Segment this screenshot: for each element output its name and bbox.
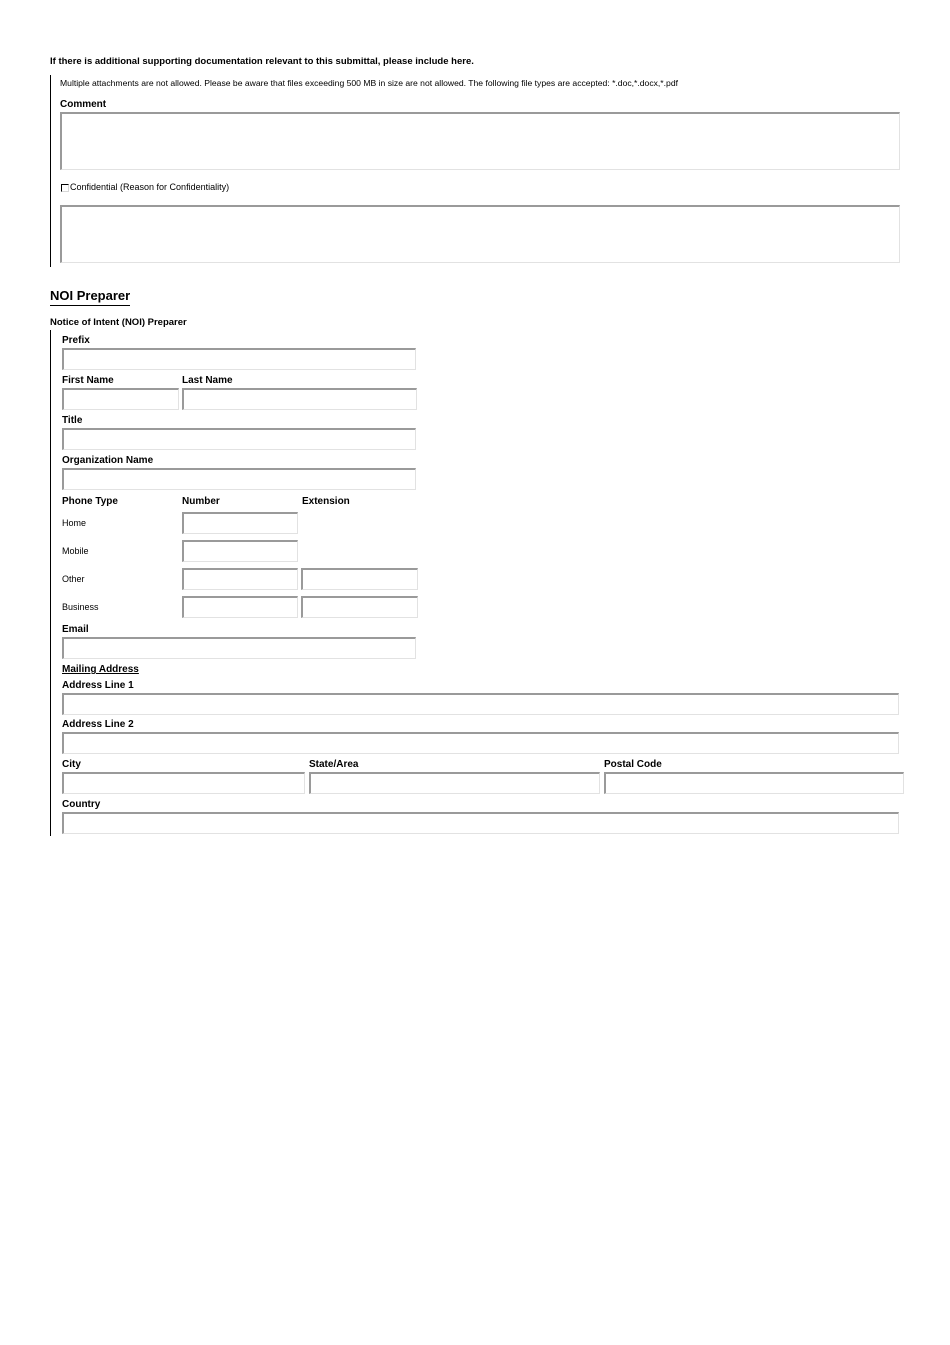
home-number-input[interactable] <box>182 512 298 534</box>
address-line-2-input[interactable] <box>62 732 899 754</box>
state-area-label: State/Area <box>309 759 359 770</box>
postal-code-label: Postal Code <box>604 759 662 770</box>
first-name-label: First Name <box>62 375 114 386</box>
prefix-label: Prefix <box>62 335 90 346</box>
organization-name-input[interactable] <box>62 468 416 490</box>
email-input[interactable] <box>62 637 416 659</box>
business-extension-input[interactable] <box>301 596 418 618</box>
other-number-input[interactable] <box>182 568 298 590</box>
comment-label: Comment <box>60 99 107 110</box>
phone-number-header: Number <box>182 496 220 507</box>
confidential-checkbox[interactable] <box>61 184 69 192</box>
last-name-label: Last Name <box>182 375 233 386</box>
country-label: Country <box>62 799 101 810</box>
comment-textarea[interactable] <box>60 112 900 170</box>
mailing-address-heading: Mailing Address <box>62 664 139 675</box>
phone-type-home: Home <box>62 518 87 528</box>
business-number-input[interactable] <box>182 596 298 618</box>
phone-extension-header: Extension <box>302 496 350 507</box>
country-input[interactable] <box>62 812 899 834</box>
confidential-label: Confidential (Reason for Confidentiality) <box>70 182 230 192</box>
last-name-input[interactable] <box>182 388 417 410</box>
address-line-1-input[interactable] <box>62 693 899 715</box>
confidential-reason-textarea[interactable] <box>60 205 900 263</box>
title-label: Title <box>62 415 83 426</box>
city-label: City <box>62 759 81 770</box>
address-line-2-label: Address Line 2 <box>62 719 134 730</box>
email-label: Email <box>62 624 89 635</box>
supporting-docs-heading: If there is additional supporting documentation relevant to this submittal, please include here. <box>50 56 474 67</box>
phone-type-other: Other <box>62 574 85 584</box>
phone-type-header: Phone Type <box>62 496 118 507</box>
prefix-input[interactable] <box>62 348 416 370</box>
noi-preparer-title: NOI Preparer <box>50 288 130 306</box>
mobile-number-input[interactable] <box>182 540 298 562</box>
organization-name-label: Organization Name <box>62 455 154 466</box>
phone-type-mobile: Mobile <box>62 546 89 556</box>
noi-preparer-subtitle: Notice of Intent (NOI) Preparer <box>50 317 187 328</box>
state-area-input[interactable] <box>309 772 600 794</box>
address-line-1-label: Address Line 1 <box>62 680 134 691</box>
first-name-input[interactable] <box>62 388 179 410</box>
other-extension-input[interactable] <box>301 568 418 590</box>
phone-type-business: Business <box>62 602 99 612</box>
attachment-notice: Multiple attachments are not allowed. Please be aware that files exceeding 500 MB in size are not allowed. The following file types are accepted: *.doc,*.docx,*.pdf <box>60 78 678 88</box>
postal-code-input[interactable] <box>604 772 904 794</box>
title-input[interactable] <box>62 428 416 450</box>
section-border-line <box>50 75 51 267</box>
preparer-border-line <box>50 330 51 836</box>
city-input[interactable] <box>62 772 305 794</box>
